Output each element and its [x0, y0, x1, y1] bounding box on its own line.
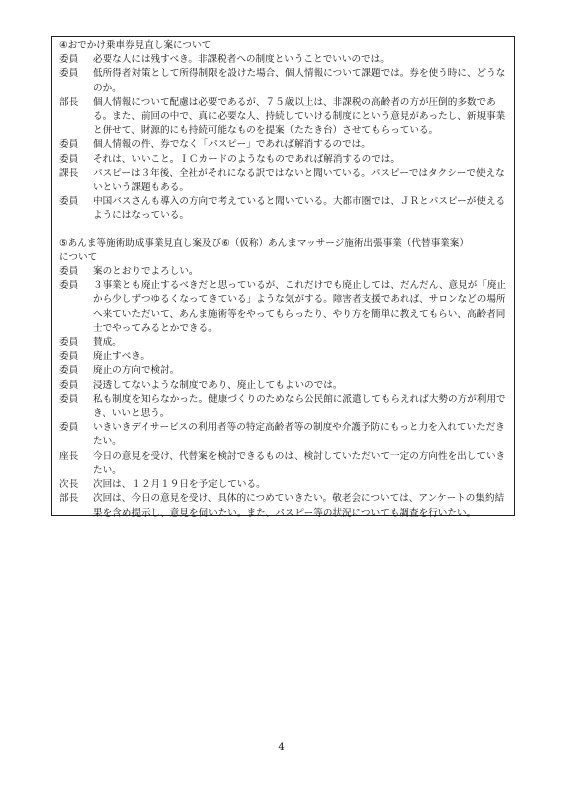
remark-text: 低所得者対策として所得制限を設けた場合、個人情報について課題では。券を使う時に、どうなのか。 — [93, 68, 506, 94]
speaker-label: 委員 — [59, 365, 79, 377]
minutes-entry — [59, 336, 508, 350]
section-5-heading: ⑤あんま等施術助成事業見直し案及び⑥（仮称）あんまマッサージ施術出張事業（代替事業案） — [59, 237, 469, 249]
minutes-entry — [59, 350, 508, 364]
speaker-label: 次長 — [59, 479, 79, 491]
speaker-label: 委員 — [59, 266, 79, 278]
remark-text: それは、いいこと。ＩＣカードのようなものであれば解消するのでは。 — [93, 153, 400, 165]
remark-text: 今日の意見を受け、代替案を検討できるものは、検討していただいて一定の方向性を出していきたい。 — [93, 450, 506, 476]
speaker-label: 委員 — [59, 379, 79, 391]
minutes-entry — [59, 53, 508, 67]
speaker-label: 委員 — [59, 196, 79, 208]
speaker-label: 委員 — [59, 139, 79, 151]
minutes-entry — [59, 450, 508, 478]
remark-text: 浸透してないような制度であり、廃止してもよいのでは。 — [93, 379, 343, 391]
minutes-entry — [59, 67, 508, 95]
minutes-entry — [59, 153, 508, 167]
minutes-entry — [59, 167, 508, 195]
remark-text: 賛成。 — [93, 337, 122, 349]
minutes-entry — [59, 379, 508, 393]
speaker-label: 委員 — [59, 280, 79, 292]
speaker-label: 委員 — [59, 153, 79, 165]
minutes-entry — [59, 265, 508, 279]
minutes-entry — [59, 138, 508, 152]
section-4-entries — [59, 53, 508, 223]
speaker-label: 委員 — [59, 351, 79, 363]
minutes-entry — [59, 96, 508, 139]
remark-text: 廃止の方向で検討。 — [93, 365, 180, 377]
minutes-entry — [59, 421, 508, 449]
section-4-heading: ④おでかけ乗車券見直し案について — [59, 40, 212, 51]
minutes-entry — [59, 393, 508, 421]
remark-text: 廃止すべき。 — [93, 351, 150, 363]
speaker-label: 座長 — [59, 450, 79, 462]
remark-text: 必要な人には残すべき。非課税者への制度ということでいいのでは。 — [93, 54, 390, 66]
remark-text: 次回は、１２月１９日を予定している。 — [93, 479, 266, 491]
speaker-label: 委員 — [59, 337, 79, 349]
speaker-label: 委員 — [59, 68, 79, 80]
page-number: 4 — [278, 742, 285, 753]
remark-text: いきいきデイサービスの利用者等の特定高齢者等の制度や介護予防にもっと力を入れていただきたい。 — [93, 422, 505, 448]
speaker-label: 委員 — [59, 54, 79, 66]
speaker-label: 部長 — [59, 96, 79, 108]
minutes-entry — [59, 279, 508, 336]
speaker-label: 課長 — [59, 167, 79, 179]
minutes-entry — [59, 364, 508, 378]
section-5-heading-cont: について — [59, 251, 98, 263]
speaker-label: 委員 — [59, 393, 79, 405]
remark-text: 個人情報について配慮は必要であるが、７５歳以上は、非課税の高齢者の方が圧倒的多数である。また、前回の中で、真に必要な人、持続していける制度にという意見があったし、新規事業と併せて、財源的にも持続可能なものを提案（たたき台）させてもらっている。 — [93, 96, 506, 137]
minutes-entry — [59, 492, 508, 520]
speaker-label: 委員 — [59, 422, 79, 434]
speaker-label: 部長 — [59, 493, 79, 505]
remark-text: 個人情報の件、券でなく「パスピー」であれば解消するのでは。 — [93, 139, 371, 151]
remark-text: 案のとおりでよろしい。 — [93, 266, 199, 278]
minutes-frame — [51, 36, 515, 519]
remark-text: ３事業とも廃止するべきだと思っているが、これだけでも廃止しては、だんだん、意見が「廃止から少しずつゆるくなってきている」ような気がする。障害者支援であれば、サロンなどの場所へ来ていただいて、あんま施術等をやってもらったり、やり方を簡単に教えてもらい、高齢者同士でやってみるとかできる。 — [93, 280, 507, 334]
section-gap — [59, 224, 508, 237]
remark-text: 私も制度を知らなかった。健康づくりのためなら公民館に派遣してもらえれば大勢の方が利用でき、いいと思う。 — [93, 393, 506, 420]
section-5-entries — [59, 265, 508, 521]
remark-text: パスピーは３年後、全社がそれになる訳ではないと聞いている。パスピーではタクシーで使えないという課題もある。 — [93, 167, 505, 194]
remark-text: 中国バスさんも導入の方向で考えていると聞いている。大都市圏では、ＪＲとパスピーが使えるようにはなっている。 — [93, 196, 506, 222]
remark-text: 次回は、今日の意見を受け、具体的につめていきたい。敬老会については、アンケートの集約結果を含め提示し、意見を伺いたい。また、パスピー等の状況についても調査を行いたい。 — [93, 493, 505, 519]
minutes-entry — [59, 478, 508, 492]
minutes-entry — [59, 195, 508, 223]
